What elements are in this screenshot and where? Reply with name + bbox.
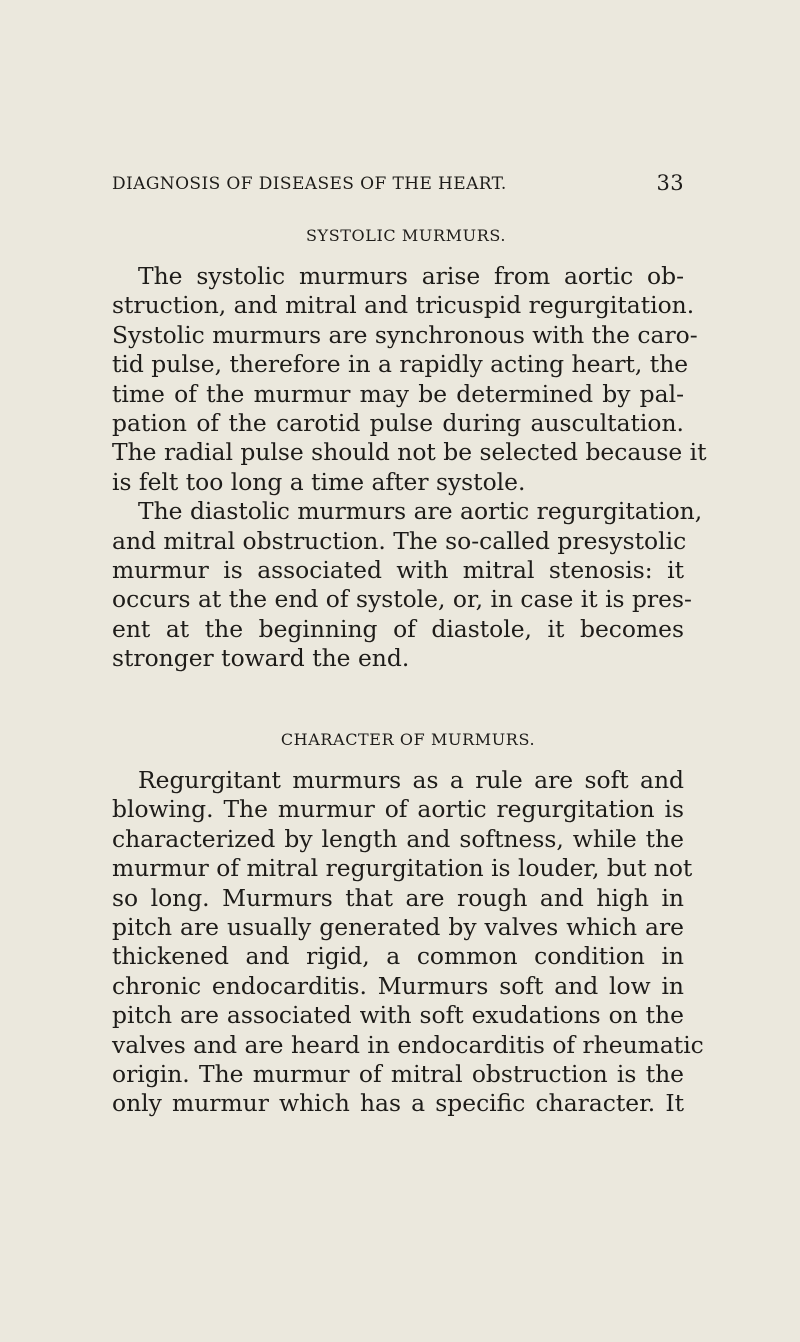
text-line: only murmur which has a specific character. It — [112, 1089, 684, 1118]
section-heading-character-of-murmurs: CHARACTER OF MURMURS. — [280, 730, 536, 749]
text-line: Systolic murmurs are synchronous with the caro- — [112, 320, 698, 349]
page-number: 33 — [656, 171, 684, 195]
text-line: murmur of mitral regurgitation is louder, but not — [112, 854, 693, 883]
running-head-title: DIAGNOSIS OF DISEASES OF THE HEART. — [112, 174, 507, 194]
section-body-character-of-murmurs — [112, 766, 704, 1119]
text-line: The diastolic murmurs are aortic regurgitation, — [138, 497, 703, 526]
text-line: so long. Murmurs that are rough and high in — [112, 883, 684, 912]
text-line: occurs at the end of systole, or, in case it is pres- — [112, 585, 692, 614]
text-line: ent at the beginning of diastole, it becomes — [112, 614, 684, 643]
text-line: murmur is associated with mitral stenosis: it — [112, 556, 684, 585]
text-line: tid pulse, therefore in a rapidly acting heart, the — [112, 350, 689, 379]
text-line: pitch are associated with soft exudations on the — [112, 1001, 684, 1030]
text-line: valves and are heard in endocarditis of rheumatic — [112, 1030, 704, 1059]
running-head — [112, 171, 684, 198]
text-line: time of the murmur may be determined by pal- — [112, 379, 684, 408]
section-heading-systolic-murmurs: SYSTOLIC MURMURS. — [305, 226, 507, 245]
text-line: and mitral obstruction. The so-called presystolic — [112, 526, 687, 555]
text-line: pitch are usually generated by valves which are — [112, 913, 684, 942]
text-line: characterized by length and softness, while the — [112, 824, 684, 853]
text-line: origin. The murmur of mitral obstruction is the — [112, 1060, 684, 1089]
paragraph — [112, 766, 704, 1119]
paragraph — [112, 262, 707, 497]
paragraph — [112, 497, 703, 673]
text-line: pation of the carotid pulse during auscultation. — [112, 409, 684, 438]
text-line: is felt too long a time after systole. — [112, 467, 526, 496]
text-line: struction, and mitral and tricuspid regurgitation. — [112, 291, 695, 320]
text-line: chronic endocarditis. Murmurs soft and low in — [112, 971, 684, 1000]
text-line: blowing. The murmur of aortic regurgitation is — [112, 795, 684, 824]
text-line: The systolic murmurs arise from aortic ob- — [138, 262, 684, 290]
section-body-systolic-murmurs — [112, 262, 707, 674]
text-line: thickened and rigid, a common condition in — [112, 942, 684, 971]
text-line: stronger toward the end. — [112, 644, 410, 673]
text-line: Regurgitant murmurs as a rule are soft and — [138, 766, 684, 794]
text-line: The radial pulse should not be selected because it — [112, 438, 707, 467]
